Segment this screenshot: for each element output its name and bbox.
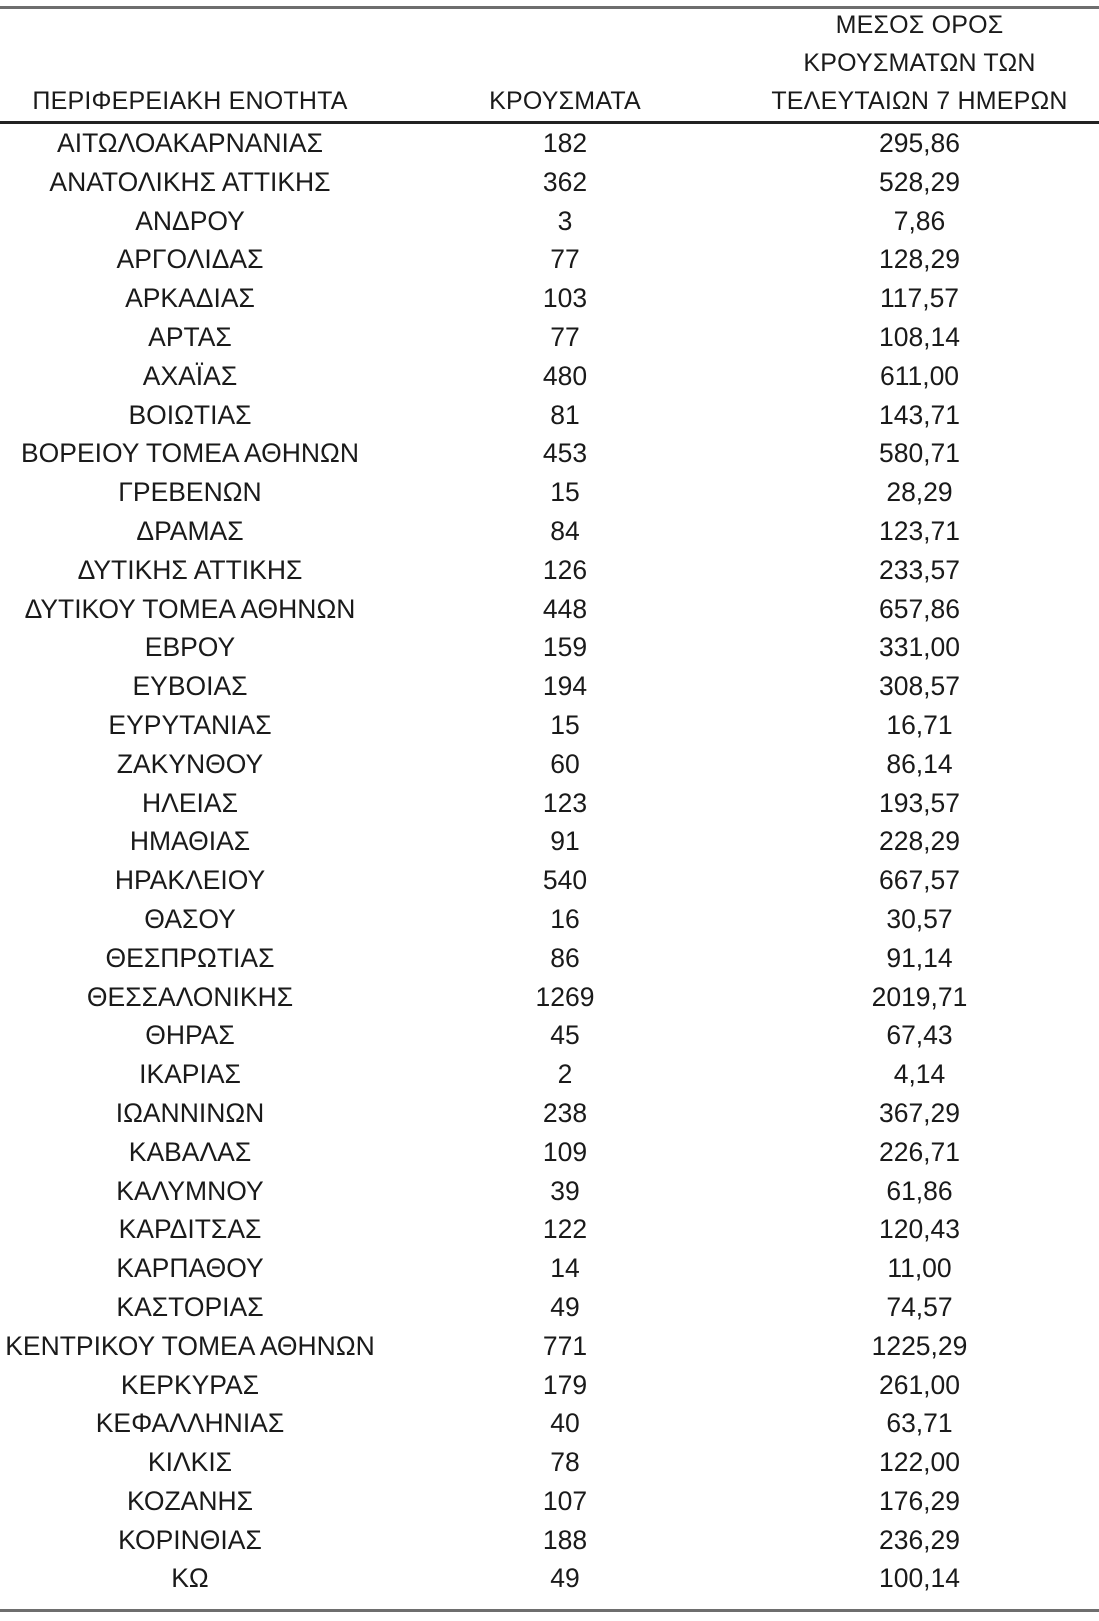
cases-cell: 45 <box>550 1020 580 1051</box>
region-cell: ΑΧΑΪΑΣ <box>142 360 238 391</box>
cases-cell: 14 <box>550 1253 580 1284</box>
avg-cell: 193,57 <box>878 787 961 818</box>
cases-cell: 86 <box>550 942 580 973</box>
region-cell: ΚΑΣΤΟΡΙΑΣ <box>116 1291 264 1322</box>
table-row <box>0 706 1099 745</box>
table-row <box>0 1172 1099 1211</box>
table-row <box>0 240 1099 279</box>
cases-cell: 60 <box>550 748 580 779</box>
avg-cell: 123,71 <box>878 515 961 546</box>
table-row <box>0 1133 1099 1172</box>
avg-cell: 233,57 <box>878 554 961 585</box>
table-row <box>0 1249 1099 1288</box>
cases-cell: 15 <box>550 477 580 508</box>
avg-cell: 367,29 <box>878 1097 961 1128</box>
avg-cell: 331,00 <box>878 632 961 663</box>
table-row <box>0 1094 1099 1133</box>
avg-cell: 120,43 <box>878 1214 961 1245</box>
region-cell: ΚΑΡΠΑΘΟΥ <box>116 1253 264 1284</box>
table-row <box>0 357 1099 396</box>
avg-cell: 74,57 <box>886 1291 953 1322</box>
table-row <box>0 1443 1099 1482</box>
table-row <box>0 861 1099 900</box>
region-cell: ΕΥΡΥΤΑΝΙΑΣ <box>108 709 272 740</box>
cases-cell: 107 <box>542 1485 588 1516</box>
avg-cell: 61,86 <box>886 1175 953 1206</box>
avg-cell: 4,14 <box>893 1059 946 1090</box>
cases-cell: 238 <box>542 1097 588 1128</box>
cases-cell: 2 <box>557 1059 573 1090</box>
header-avg-line-1: ΜΕΣΟΣ ΟΡΟΣ <box>835 11 1004 39</box>
avg-cell: 100,14 <box>878 1563 961 1594</box>
cases-cell: 103 <box>542 283 588 314</box>
avg-cell: 7,86 <box>893 205 946 236</box>
region-cell: ΗΡΑΚΛΕΙΟΥ <box>114 865 266 896</box>
header-avg-line-3: ΤΕΛΕΥΤΑΙΩΝ 7 ΗΜΕΡΩΝ <box>771 87 1068 115</box>
region-cell: ΑΝΔΡΟΥ <box>135 205 245 236</box>
cases-cell: 540 <box>542 865 588 896</box>
avg-cell: 11,00 <box>887 1253 952 1284</box>
table-row <box>0 667 1099 706</box>
region-cell: ΑΙΤΩΛΟΑΚΑΡΝΑΝΙΑΣ <box>57 128 323 158</box>
table-row <box>0 1016 1099 1055</box>
avg-cell: 611,00 <box>879 360 960 391</box>
table-row <box>0 318 1099 357</box>
cases-cell: 480 <box>542 360 588 391</box>
avg-cell: 1225,29 <box>871 1330 968 1361</box>
table-row <box>0 822 1099 861</box>
avg-cell: 108,14 <box>878 321 961 352</box>
avg-cell: 86,14 <box>886 748 953 779</box>
cases-cell: 49 <box>550 1291 580 1322</box>
avg-cell: 30,57 <box>886 903 953 934</box>
region-cell: ΚΩ <box>171 1563 209 1594</box>
table-row <box>0 628 1099 667</box>
region-cell: ΙΩΑΝΝΙΝΩΝ <box>115 1097 265 1128</box>
header-cases: ΚΡΟΥΣΜΑΤΑ <box>489 87 641 115</box>
cases-cell: 123 <box>542 787 588 818</box>
table-row <box>0 784 1099 823</box>
cases-cell: 78 <box>550 1447 580 1478</box>
avg-cell: 28,29 <box>886 477 953 508</box>
avg-cell: 63,71 <box>886 1408 953 1439</box>
header-region: ΠΕΡΙΦΕΡΕΙΑΚΗ ΕΝΟΤΗΤΑ <box>32 87 348 115</box>
avg-cell: 528,29 <box>878 166 961 197</box>
region-cell: ΚΟΡΙΝΘΙΑΣ <box>118 1524 262 1555</box>
region-cell: ΕΥΒΟΙΑΣ <box>132 671 248 702</box>
cases-cell: 448 <box>542 593 588 624</box>
header-seven-day-average <box>740 6 1099 120</box>
table-row <box>0 1366 1099 1405</box>
avg-cell: 143,71 <box>878 399 961 430</box>
region-cell: ΑΡΓΟΛΙΔΑΣ <box>116 244 264 275</box>
table-row <box>0 1482 1099 1521</box>
table-body <box>0 124 1099 1598</box>
region-cell: ΘΑΣΟΥ <box>144 903 236 934</box>
avg-cell: 117,57 <box>879 283 960 314</box>
region-cell: ΙΚΑΡΙΑΣ <box>139 1059 241 1090</box>
avg-cell: 667,57 <box>878 865 961 896</box>
avg-cell: 295,86 <box>878 128 961 158</box>
cases-cell: 39 <box>550 1175 580 1206</box>
cases-cell: 771 <box>542 1330 588 1361</box>
table-row <box>0 279 1099 318</box>
avg-cell: 67,43 <box>886 1020 953 1051</box>
cases-cell: 40 <box>550 1408 580 1439</box>
cases-cell: 122 <box>542 1214 588 1245</box>
avg-cell: 228,29 <box>878 826 961 857</box>
region-cell: ΚΕΦΑΛΛΗΝΙΑΣ <box>95 1408 285 1439</box>
cases-cell: 182 <box>542 128 588 158</box>
cases-cell: 15 <box>550 709 580 740</box>
table-row <box>0 590 1099 629</box>
cases-cell: 109 <box>542 1136 588 1167</box>
table-row <box>0 1404 1099 1443</box>
region-cell: ΚΕΝΤΡΙΚΟΥ ΤΟΜΕΑ ΑΘΗΝΩΝ <box>5 1330 375 1361</box>
table-row <box>0 1521 1099 1560</box>
region-cell: ΚΑΒΑΛΑΣ <box>128 1136 252 1167</box>
cases-cell: 362 <box>542 166 588 197</box>
avg-cell: 91,14 <box>886 942 953 973</box>
table-row <box>0 163 1099 202</box>
cases-cell: 3 <box>557 205 573 236</box>
table-row <box>0 939 1099 978</box>
cases-cell: 16 <box>550 903 580 934</box>
table-row <box>0 745 1099 784</box>
region-cell: ΘΗΡΑΣ <box>145 1020 235 1051</box>
table-row <box>0 396 1099 435</box>
region-cell: ΑΡΚΑΔΙΑΣ <box>125 283 255 314</box>
table-row <box>0 1055 1099 1094</box>
table-row <box>0 1210 1099 1249</box>
table-row <box>0 1327 1099 1366</box>
avg-cell: 261,00 <box>878 1369 961 1400</box>
region-cell: ΚΙΛΚΙΣ <box>147 1447 233 1478</box>
avg-cell: 308,57 <box>878 671 961 702</box>
cases-cell: 453 <box>542 438 588 469</box>
region-cell: ΖΑΚΥΝΘΟΥ <box>116 748 264 779</box>
cases-cell: 84 <box>550 515 580 546</box>
region-cell: ΘΕΣΠΡΩΤΙΑΣ <box>105 942 275 973</box>
region-cell: ΚΕΡΚΥΡΑΣ <box>120 1369 260 1400</box>
header-avg-line-2: ΚΡΟΥΣΜΑΤΩΝ ΤΩΝ <box>803 49 1036 77</box>
cases-cell: 49 <box>550 1563 580 1594</box>
region-cell: ΑΡΤΑΣ <box>148 321 232 352</box>
table-row <box>0 1288 1099 1327</box>
table-row <box>0 124 1099 163</box>
avg-cell: 236,29 <box>878 1524 961 1555</box>
cases-cell: 179 <box>542 1369 588 1400</box>
cases-cell: 159 <box>542 632 588 663</box>
region-cell: ΔΥΤΙΚΗΣ ΑΤΤΙΚΗΣ <box>77 554 303 585</box>
cases-cell: 81 <box>550 399 580 430</box>
region-cell: ΚΑΡΔΙΤΣΑΣ <box>118 1214 262 1245</box>
avg-cell: 2019,71 <box>871 981 968 1012</box>
region-cell: ΒΟΙΩΤΙΑΣ <box>128 399 252 430</box>
avg-cell: 16,71 <box>886 709 953 740</box>
avg-cell: 128,29 <box>878 244 961 275</box>
cases-cell: 188 <box>542 1524 588 1555</box>
table-row <box>0 202 1099 241</box>
region-cell: ΗΜΑΘΙΑΣ <box>129 826 251 857</box>
table-row <box>0 900 1099 939</box>
region-cell: ΗΛΕΙΑΣ <box>142 787 238 818</box>
cases-cell: 194 <box>542 671 588 702</box>
avg-cell: 176,29 <box>878 1485 961 1516</box>
table-row <box>0 1559 1099 1598</box>
cases-cell: 77 <box>550 321 580 352</box>
table-row <box>0 473 1099 512</box>
region-cell: ΕΒΡΟΥ <box>144 632 236 663</box>
region-cell: ΔΡΑΜΑΣ <box>136 515 244 546</box>
avg-cell: 122,00 <box>878 1447 961 1478</box>
cases-cell: 126 <box>542 554 588 585</box>
cases-cell: 77 <box>550 244 580 275</box>
table-row <box>0 512 1099 551</box>
region-cell: ΓΡΕΒΕΝΩΝ <box>118 477 262 508</box>
region-cell: ΒΟΡΕΙΟΥ ΤΟΜΕΑ ΑΘΗΝΩΝ <box>21 438 359 469</box>
region-cell: ΘΕΣΣΑΛΟΝΙΚΗΣ <box>86 981 294 1012</box>
table-row <box>0 434 1099 473</box>
table-bottom-border <box>0 1609 1099 1612</box>
avg-cell: 226,71 <box>878 1136 961 1167</box>
table-row <box>0 978 1099 1017</box>
cases-cell: 91 <box>550 826 580 857</box>
avg-cell: 580,71 <box>878 438 961 469</box>
region-cell: ΑΝΑΤΟΛΙΚΗΣ ΑΤΤΙΚΗΣ <box>49 166 331 197</box>
region-cell: ΚΟΖΑΝΗΣ <box>127 1485 253 1516</box>
region-cell: ΔΥΤΙΚΟΥ ΤΟΜΕΑ ΑΘΗΝΩΝ <box>24 593 356 624</box>
avg-cell: 657,86 <box>878 593 961 624</box>
table-row <box>0 551 1099 590</box>
region-cell: ΚΑΛΥΜΝΟΥ <box>116 1175 264 1206</box>
table-header <box>0 10 1099 120</box>
cases-cell: 1269 <box>535 981 595 1012</box>
